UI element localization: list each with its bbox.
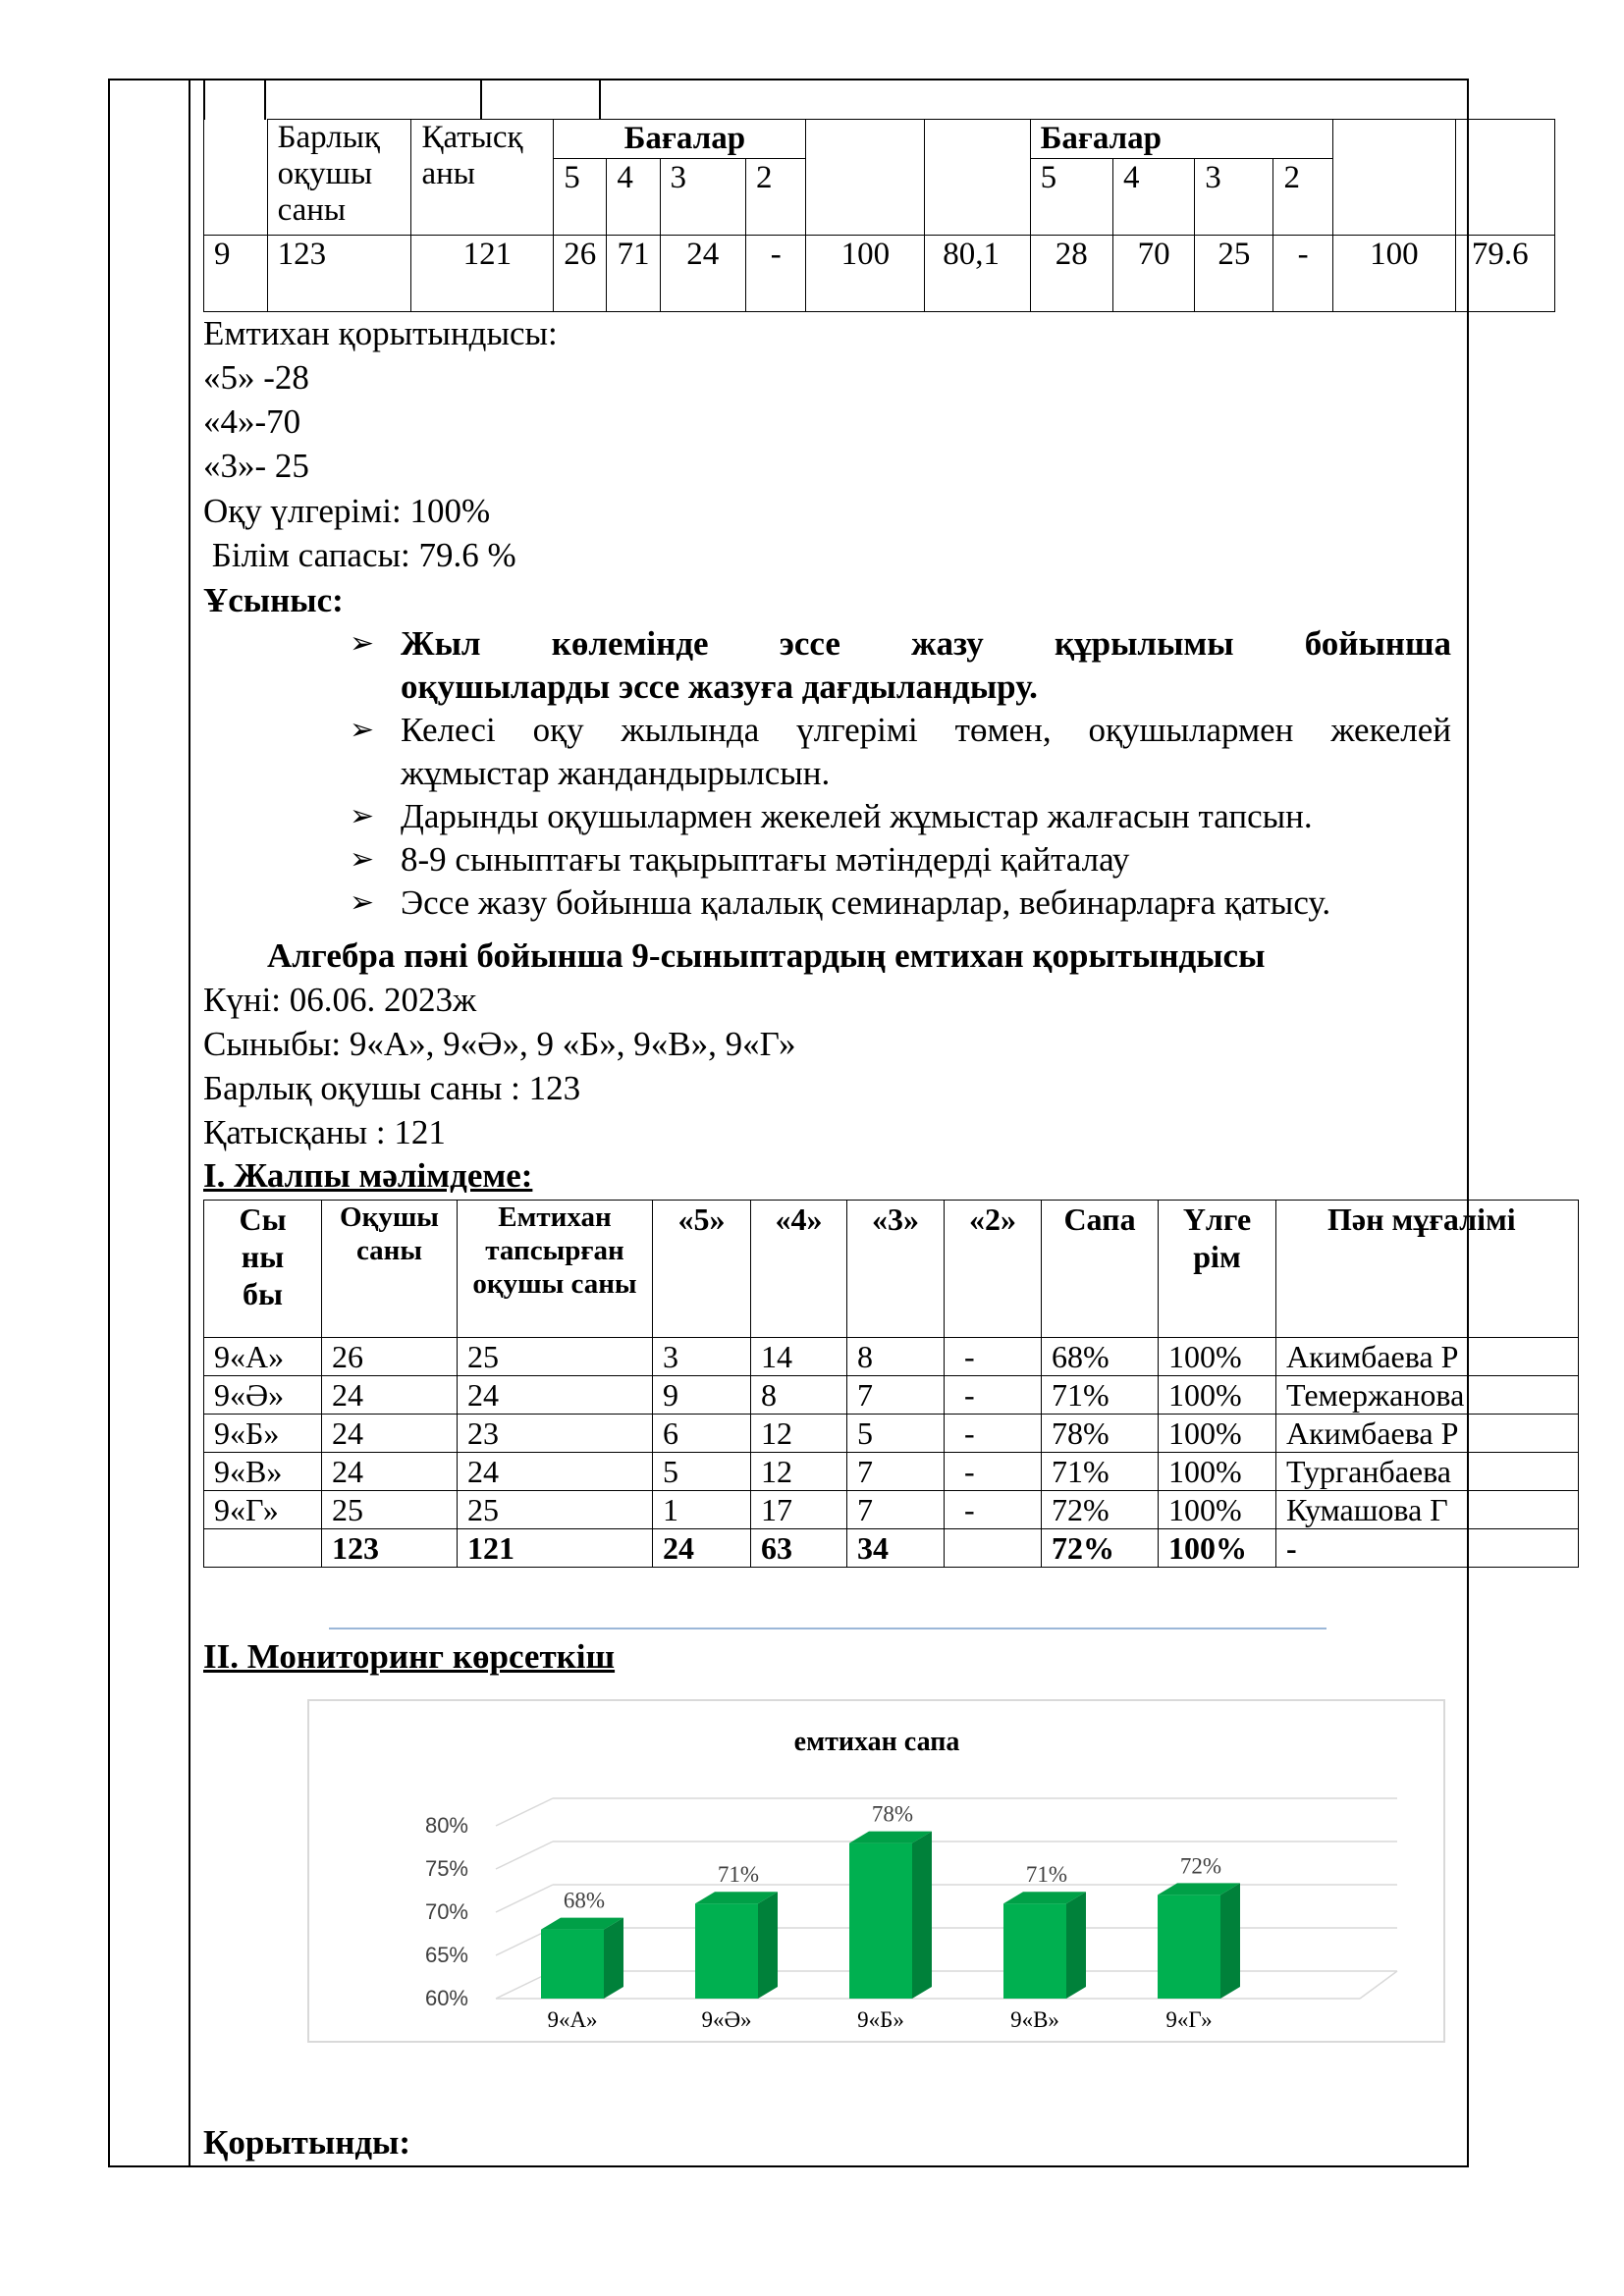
data-label: 71% <box>1025 1862 1068 1888</box>
chart-title: емтихан сапа <box>793 1727 960 1757</box>
cell: 24 <box>322 1415 458 1453</box>
cell: 28 <box>1030 236 1112 312</box>
cell: 70 <box>1112 236 1194 312</box>
progress-rate: Оқу үлгерімі: 100% <box>203 492 491 530</box>
cell: Акимбаева Р <box>1276 1338 1579 1376</box>
summary-header-row <box>204 1201 1579 1338</box>
grade-col-3: 3 <box>660 159 745 236</box>
section1-title: І. Жалпы мәлімдеме: <box>203 1156 533 1195</box>
x-tick-label: 9«Г» <box>1165 2007 1213 2032</box>
summary-table-clip <box>203 1200 1516 1582</box>
table-row <box>204 1415 1579 1453</box>
frame-bottom <box>108 2165 1469 2167</box>
y-tick-label: 75% <box>424 1856 468 1881</box>
header-quality: Сапа <box>1042 1201 1159 1338</box>
cell: - <box>746 236 806 312</box>
grade-summary-table <box>203 119 1555 312</box>
cell: - <box>945 1453 1042 1491</box>
bar-side <box>912 1832 932 1999</box>
results-line-3: «3»- 25 <box>203 447 309 485</box>
top-table-stub <box>203 79 1467 120</box>
cell: 71% <box>1042 1376 1159 1415</box>
data-label: 71% <box>717 1862 760 1888</box>
cell: 72% <box>1042 1491 1159 1529</box>
recommendation-item: ➢ Дарынды оқушылармен жекелей жұмыстар жалғасын тапсын. <box>350 795 1451 838</box>
cell: 25 <box>458 1491 653 1529</box>
cell: 100 <box>1332 236 1455 312</box>
bar-front <box>1003 1903 1066 1999</box>
y-tick-label: 60% <box>424 1986 468 2010</box>
cell: Кумашова Г <box>1276 1491 1579 1529</box>
header-grade-3: «3» <box>847 1201 945 1338</box>
grade-col-4b: 4 <box>1112 159 1194 236</box>
cell: 23 <box>458 1415 653 1453</box>
x-tick-label: 9«Б» <box>857 2007 904 2032</box>
quality-rate: Білім сапасы: 79.6 % <box>203 536 516 574</box>
recommendations-title: Ұсыныс: <box>203 581 344 619</box>
cell: 100% <box>1159 1376 1276 1415</box>
cell: 63 <box>751 1529 847 1568</box>
cell: 123 <box>267 236 411 312</box>
cell: 100% <box>1159 1453 1276 1491</box>
y-tick-label: 70% <box>424 1899 468 1924</box>
cell: 26 <box>554 236 607 312</box>
cell: - <box>1273 236 1332 312</box>
participated-count: Қатысқаны : 121 <box>203 1113 446 1151</box>
cell: - <box>945 1491 1042 1529</box>
cell: - <box>945 1376 1042 1415</box>
cell: 100 <box>806 236 925 312</box>
y-tick-label: 80% <box>424 1813 468 1838</box>
data-label: 78% <box>871 1801 914 1827</box>
cell: 71 <box>607 236 660 312</box>
frame-left-inner <box>189 79 190 2167</box>
cell: 12 <box>751 1415 847 1453</box>
exam-date: Күні: 06.06. 2023ж <box>203 981 477 1019</box>
cell: - <box>1276 1529 1579 1568</box>
bar-front <box>849 1843 912 1999</box>
recommendation-item: ➢ Келесі оқу жылында үлгерімі төмен, оқушылармен жекелей жұмыстар жандандырылсын. <box>350 711 1451 792</box>
cell: 123 <box>322 1529 458 1568</box>
table-row <box>204 1338 1579 1376</box>
cell: 79.6 <box>1455 236 1554 312</box>
data-label: 72% <box>1179 1853 1222 1879</box>
cell: 9«А» <box>204 1338 322 1376</box>
bar-front <box>1158 1895 1220 1999</box>
cell: 121 <box>458 1529 653 1568</box>
cell: 9«Г» <box>204 1491 322 1529</box>
cell: Акимбаева Р <box>1276 1415 1579 1453</box>
results-title: Емтихан қорытындысы: <box>203 314 558 352</box>
cell: 24 <box>458 1453 653 1491</box>
header-teacher: Пән мұғалімі <box>1276 1201 1579 1338</box>
separator-line <box>329 1628 1326 1629</box>
arrow-bullet-icon: ➢ <box>350 885 375 920</box>
frame-right <box>1467 79 1469 2167</box>
data-label: 68% <box>563 1888 606 1913</box>
side-gridline <box>496 1798 553 1826</box>
arrow-bullet-icon: ➢ <box>350 713 375 747</box>
cell: 78% <box>1042 1415 1159 1453</box>
x-tick-label: 9«А» <box>547 2007 598 2032</box>
header-class: Сы ны бы <box>204 1201 322 1338</box>
bar-side <box>1220 1883 1240 1999</box>
cell <box>945 1529 1042 1568</box>
y-tick-label: 65% <box>424 1943 468 1967</box>
cell: 24 <box>322 1453 458 1491</box>
header-exam-takers: Емтихан тапсырған оқушы саны <box>458 1201 653 1338</box>
table-row <box>204 1376 1579 1415</box>
header-grade-2: «2» <box>945 1201 1042 1338</box>
summary-table <box>203 1200 1579 1568</box>
floor-right-edge <box>1360 1971 1397 1999</box>
cell: 9«Ә» <box>204 1376 322 1415</box>
cell: 9«Б» <box>204 1415 322 1453</box>
cell: 68% <box>1042 1338 1159 1376</box>
grades-header-b: Бағалар <box>1030 120 1332 159</box>
cell: 34 <box>847 1529 945 1568</box>
total-students-header: Барлық оқушы саны <box>267 120 411 236</box>
table-row <box>204 1491 1579 1529</box>
bar-side <box>1066 1892 1086 1999</box>
cell: 24 <box>458 1376 653 1415</box>
grade-col-3b: 3 <box>1195 159 1273 236</box>
cell: 9 <box>204 236 268 312</box>
cell: 25 <box>1195 236 1273 312</box>
cell: 26 <box>322 1338 458 1376</box>
grade-col-5: 5 <box>554 159 607 236</box>
bar-front <box>541 1930 604 1999</box>
recommendations-list <box>350 622 1451 925</box>
cell: 9 <box>653 1376 751 1415</box>
cell: 3 <box>653 1338 751 1376</box>
header-grade-5: «5» <box>653 1201 751 1338</box>
arrow-bullet-icon: ➢ <box>350 626 375 661</box>
results-line-5: «5» -28 <box>203 358 309 397</box>
cell: 24 <box>653 1529 751 1568</box>
cell: Турганбаева <box>1276 1453 1579 1491</box>
side-gridline <box>496 1842 553 1869</box>
cell: 5 <box>847 1415 945 1453</box>
cell: 100% <box>1159 1529 1276 1568</box>
grade-col-4: 4 <box>607 159 660 236</box>
arrow-bullet-icon: ➢ <box>350 799 375 833</box>
table-total-row <box>204 1529 1579 1568</box>
cell: 25 <box>322 1491 458 1529</box>
chart-container <box>307 1699 1445 2043</box>
x-tick-label: 9«В» <box>1010 2007 1059 2032</box>
cell: 25 <box>458 1338 653 1376</box>
cell: 7 <box>847 1491 945 1529</box>
cell: 80,1 <box>925 236 1030 312</box>
section2-title: ІІ. Мониторинг көрсеткіш <box>203 1637 616 1676</box>
bar-side <box>758 1892 778 1999</box>
grade-col-2b: 2 <box>1273 159 1332 236</box>
frame-left-outer <box>108 79 110 2167</box>
conclusion-title: Қорытынды: <box>203 2123 411 2162</box>
cell: 100% <box>1159 1415 1276 1453</box>
cell: 12 <box>751 1453 847 1491</box>
header-progress: Үлге рім <box>1159 1201 1276 1338</box>
cell: 71% <box>1042 1453 1159 1491</box>
cell: 24 <box>322 1376 458 1415</box>
cell: 7 <box>847 1376 945 1415</box>
cell: - <box>945 1338 1042 1376</box>
cell: 100% <box>1159 1338 1276 1376</box>
grade-col-2: 2 <box>746 159 806 236</box>
cell: 100% <box>1159 1491 1276 1529</box>
header-students: Оқушы саны <box>322 1201 458 1338</box>
cell: Темержанова <box>1276 1376 1579 1415</box>
cell: 7 <box>847 1453 945 1491</box>
x-tick-label: 9«Ә» <box>701 2007 752 2032</box>
participated-header: Қатысқ аны <box>411 120 554 236</box>
recommendation-item: ➢ 8-9 сыныптағы тақырыптағы мәтіндерді қайталау <box>350 838 1451 881</box>
cell: - <box>945 1415 1042 1453</box>
algebra-heading: Алгебра пәні бойынша 9-сыныптардың емтихан қорытындысы <box>267 936 1266 975</box>
arrow-bullet-icon: ➢ <box>350 842 375 877</box>
recommendation-item: ➢ Жыл көлемінде эссе жазу құрылымы бойынша оқушыларды эссе жазуға дағдыландыру. <box>350 624 1451 706</box>
bar-side <box>604 1918 623 1999</box>
cell <box>204 1529 322 1568</box>
cell: 5 <box>653 1453 751 1491</box>
cell: 8 <box>751 1376 847 1415</box>
header-grade-4: «4» <box>751 1201 847 1338</box>
cell: 1 <box>653 1491 751 1529</box>
cell: 6 <box>653 1415 751 1453</box>
recommendation-item: ➢ Эссе жазу бойынша қалалық семинарлар, вебинарларға қатысу. <box>350 881 1451 925</box>
cell: 72% <box>1042 1529 1159 1568</box>
cell: 24 <box>660 236 745 312</box>
grade-table-header-1 <box>204 120 1555 159</box>
bar-front <box>695 1903 758 1999</box>
grades-header-a: Бағалар <box>554 120 806 159</box>
cell: 9«В» <box>204 1453 322 1491</box>
grade-table-data-row <box>204 236 1555 312</box>
side-gridline <box>496 1885 553 1912</box>
total-students: Барлық оқушы саны : 123 <box>203 1069 581 1107</box>
class-list: Сыныбы: 9«А», 9«Ә», 9 «Б», 9«В», 9«Г» <box>203 1025 796 1063</box>
table-row <box>204 1453 1579 1491</box>
results-line-4: «4»-70 <box>203 402 301 441</box>
bar-chart <box>309 1701 1443 2041</box>
grade-col-5b: 5 <box>1030 159 1112 236</box>
cell: 8 <box>847 1338 945 1376</box>
cell: 121 <box>411 236 554 312</box>
cell: 17 <box>751 1491 847 1529</box>
cell: 14 <box>751 1338 847 1376</box>
